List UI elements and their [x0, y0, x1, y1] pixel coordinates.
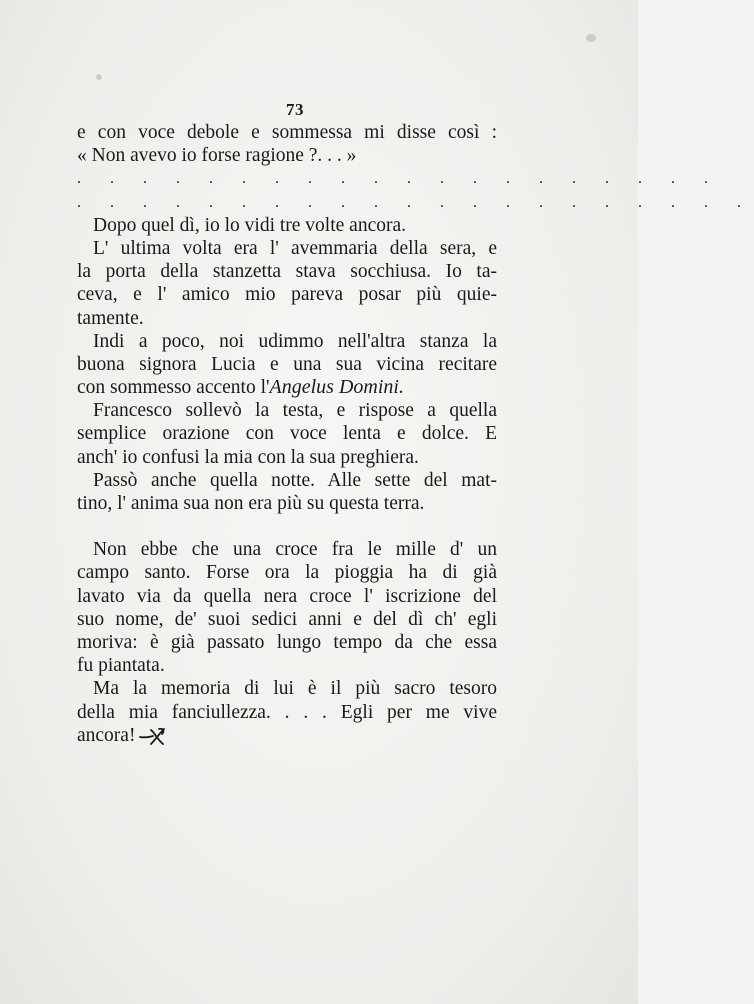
text-line	[77, 561, 497, 584]
paragraph	[77, 214, 497, 237]
text-line	[77, 353, 497, 376]
line-text: moriva: è già passato lungo tempo da che essa	[77, 631, 497, 653]
line-text: Indi a poco, noi udimmo nell'altra stanza la	[93, 330, 497, 352]
line-text: L' ultima volta era l' avemmaria della sera, e	[93, 237, 497, 259]
paragraph	[77, 237, 497, 330]
paragraph	[77, 538, 497, 677]
text-line	[77, 677, 497, 700]
ellipsis-dots-row: . . . . . . . . . . . . . . . . . . . .	[77, 170, 721, 188]
line-text: Passò anche quella notte. Alle sette del mat-	[93, 469, 497, 491]
text-line	[77, 144, 497, 167]
line-text: ceva, e l' amico mio pareva posar più quie-	[77, 284, 497, 306]
line-text: e con voce debole e sommessa mi disse così :	[77, 122, 497, 143]
line-text: ancora!	[77, 724, 136, 746]
paper-speck	[96, 74, 102, 80]
line-text: fu piantata.	[77, 655, 165, 677]
line-text: semplice orazione con voce lenta e dolce. E	[77, 423, 497, 445]
text-line	[77, 237, 497, 260]
text-line	[77, 631, 497, 654]
line-text: della mia fanciullezza. . . . Egli per me vive	[77, 701, 497, 723]
paragraph	[77, 677, 497, 747]
end-flourish-icon	[139, 725, 169, 747]
paragraph	[77, 469, 497, 515]
text-line	[77, 701, 497, 724]
line-text: con sommesso accento l'	[77, 377, 270, 399]
text-line	[77, 538, 497, 561]
line-text: anch' io confusi la mia con la sua preghiera.	[77, 446, 419, 468]
paragraph	[77, 330, 497, 400]
text-line	[77, 469, 497, 492]
text-line	[77, 307, 497, 330]
text-line	[77, 608, 497, 631]
paper-speck	[586, 34, 596, 42]
line-text: suo nome, de' suoi sedici anni e del dì ch' egli	[77, 608, 497, 630]
line-text: tamente.	[77, 307, 144, 329]
text-line	[77, 724, 497, 747]
text-line	[77, 260, 497, 283]
line-text: Francesco sollevò la testa, e rispose a quella	[93, 400, 497, 422]
text-line	[77, 283, 497, 306]
line-text: Non ebbe che una croce fra le mille d' un	[93, 539, 497, 561]
text-line	[77, 492, 497, 515]
line-text: Ma la memoria di lui è il più sacro tesoro	[93, 678, 497, 700]
line-text: lavato via da quella nera croce l' iscrizione del	[77, 585, 497, 607]
line-text: la porta della stanzetta stava socchiusa. Io ta-	[77, 261, 497, 283]
paragraph	[77, 121, 497, 167]
line-text: buona signora Lucia e una sua vicina recitare	[77, 353, 497, 375]
line-text: « Non avevo io forse ragione ?. . . »	[77, 145, 357, 167]
italic-phrase: Angelus Domini.	[269, 376, 404, 399]
page-number: 73	[286, 100, 304, 119]
ellipsis-dots-row: . . . . . . . . . . . . . . . . . . . . .	[77, 193, 754, 211]
body-text	[77, 121, 754, 747]
text-line	[77, 585, 497, 608]
line-text: campo santo. Forse ora la pioggia ha di già	[77, 562, 497, 584]
paragraph	[77, 399, 497, 469]
line-text: Dopo quel dì, io lo vidi tre volte ancora.	[93, 214, 407, 236]
text-line	[77, 121, 497, 144]
text-line	[77, 214, 497, 237]
text-line	[77, 376, 497, 399]
text-line	[77, 654, 497, 677]
text-line	[77, 446, 497, 469]
line-text: tino, l' anima sua non era più su questa terra.	[77, 493, 425, 514]
text-line	[77, 330, 497, 353]
section-gap	[77, 515, 497, 538]
text-line	[77, 422, 497, 445]
text-line	[77, 399, 497, 422]
